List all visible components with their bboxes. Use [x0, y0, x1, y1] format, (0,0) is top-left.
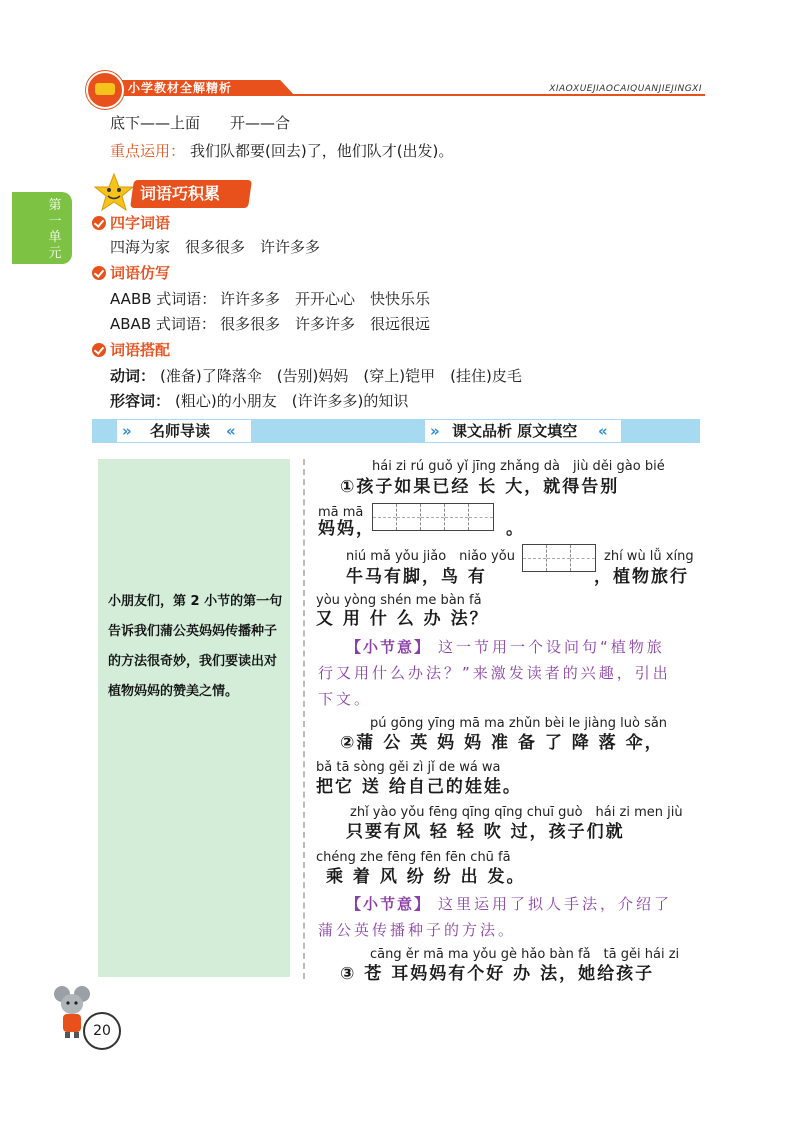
- verb-label: 动词：: [110, 367, 156, 385]
- text-line: 妈妈，: [318, 519, 375, 539]
- note-tag: 【小节意】: [346, 638, 432, 656]
- pinyin-line: hái zi rú guǒ yǐ jīng zhǎng dà jiù děi gào bié: [372, 459, 665, 474]
- text-line: ②蒲 公 英 妈 妈 准 备 了 降 落 伞，: [340, 733, 664, 753]
- adj-label: 形容词：: [110, 392, 171, 410]
- focus-label: 重点运用：: [110, 142, 186, 160]
- check-icon: [92, 343, 106, 357]
- banner-left-title: 名师导读: [150, 422, 211, 440]
- note-text: 这里运用了拟人手法，介绍了: [438, 895, 673, 913]
- verb-words: (准备)了降落伞 (告别)妈妈 (穿上)铠甲 (挂住)皮毛: [160, 367, 522, 385]
- note-text: 蒲公英传播种子的方法。: [318, 921, 517, 939]
- text-line: 又 用 什 么 办 法？: [316, 609, 489, 629]
- note-text: 行又用什么办法？”来激发读者的兴趣，引出: [318, 664, 671, 682]
- pinyin-line: cāng ěr mā ma yǒu gè hǎo bàn fǎ tā gěi hái zi: [370, 947, 680, 962]
- text-line: ③ 苍 耳妈妈有个好 办 法，她给孩子: [340, 964, 655, 984]
- text-line: 牛马有脚，鸟 有: [346, 567, 487, 587]
- book-logo-icon: [86, 71, 124, 109]
- vocab-heading: 词语巧积累: [140, 184, 221, 203]
- double-arrow-left-icon: «: [598, 422, 608, 440]
- pinyin-line: niú mǎ yǒu jiǎo niǎo yǒu: [346, 549, 515, 564]
- note-text: 下文。: [318, 690, 373, 708]
- focus-text: 我们队都要(回去)了，他们队才(出发)。: [190, 142, 454, 160]
- antonym-line: 底下——上面 开——合: [110, 114, 291, 132]
- fill-blank-grid[interactable]: [522, 544, 596, 572]
- teacher-guide-panel: [98, 459, 290, 977]
- pinyin-line: chéng zhe fēng fēn fēn chū fā: [316, 850, 511, 865]
- double-arrow-left-icon: «: [226, 422, 236, 440]
- unit-tab-label: 第一单元: [48, 198, 62, 261]
- pinyin-line: zhí wù lǚ xíng: [604, 549, 694, 564]
- check-icon: [92, 266, 106, 280]
- double-arrow-right-icon: »: [122, 422, 132, 440]
- column-divider: [303, 459, 305, 979]
- note-text: 这一节用一个设问句“植物旅: [438, 638, 665, 656]
- abab-label: ABAB 式词语：: [110, 315, 216, 333]
- text-line: 。: [506, 519, 525, 539]
- pinyin-line: pú gōng yīng mā ma zhǔn bèi le jiàng luò sǎn: [370, 716, 668, 731]
- header-title: 小学教材全解精析: [128, 81, 233, 95]
- pinyin-line: yòu yòng shén me bàn fǎ: [316, 593, 482, 608]
- abab-words: 很多很多 许多许多 很远很远: [220, 315, 431, 333]
- check-icon: [92, 216, 106, 230]
- pinyin-line: bǎ tā sòng gěi zì jǐ de wá wa: [316, 760, 501, 775]
- text-line: ，植物旅行: [594, 567, 689, 587]
- imitate-title: 词语仿写: [110, 264, 171, 282]
- star-mascot-icon: [94, 172, 134, 212]
- teacher-guide-text: 小朋友们，第 2 小节的第一句告诉我们蒲公英妈妈传播种子的方法很奇妙，我们要读出对植物妈妈的赞美之情。: [108, 594, 283, 699]
- text-line: ①孩子如果已经 长 大，就得告别: [340, 477, 620, 497]
- text-line: 把它 送 给自己的娃娃。: [316, 777, 522, 797]
- fill-blank-grid[interactable]: [372, 503, 494, 531]
- aabb-words: 许许多多 开开心心 快快乐乐: [220, 290, 431, 308]
- header-subtitle: XIAOXUEJIAOCAIQUANJIEJINGXI: [549, 84, 702, 94]
- text-line: 只要有风 轻 轻 吹 过，孩子们就: [346, 822, 625, 842]
- double-arrow-right-icon: »: [430, 422, 440, 440]
- aabb-label: AABB 式词语：: [110, 290, 217, 308]
- note-tag: 【小节意】: [346, 895, 432, 913]
- match-title: 词语搭配: [110, 341, 171, 359]
- four-char-title: 四字词语: [110, 214, 171, 232]
- pinyin-line: mā mā: [318, 505, 364, 520]
- banner-right-title: 课文品析 原文填空: [452, 422, 578, 440]
- adj-words: (粗心)的小朋友 (许许多多)的知识: [175, 392, 409, 410]
- four-char-words: 四海为家 很多很多 许许多多: [110, 238, 321, 256]
- page-number: 20: [83, 1012, 121, 1050]
- text-line: 乘 着 风 纷 纷 出 发。: [326, 867, 526, 887]
- pinyin-line: zhǐ yào yǒu fēng qīng qīng chuī guò hái zi men jiù: [350, 805, 683, 820]
